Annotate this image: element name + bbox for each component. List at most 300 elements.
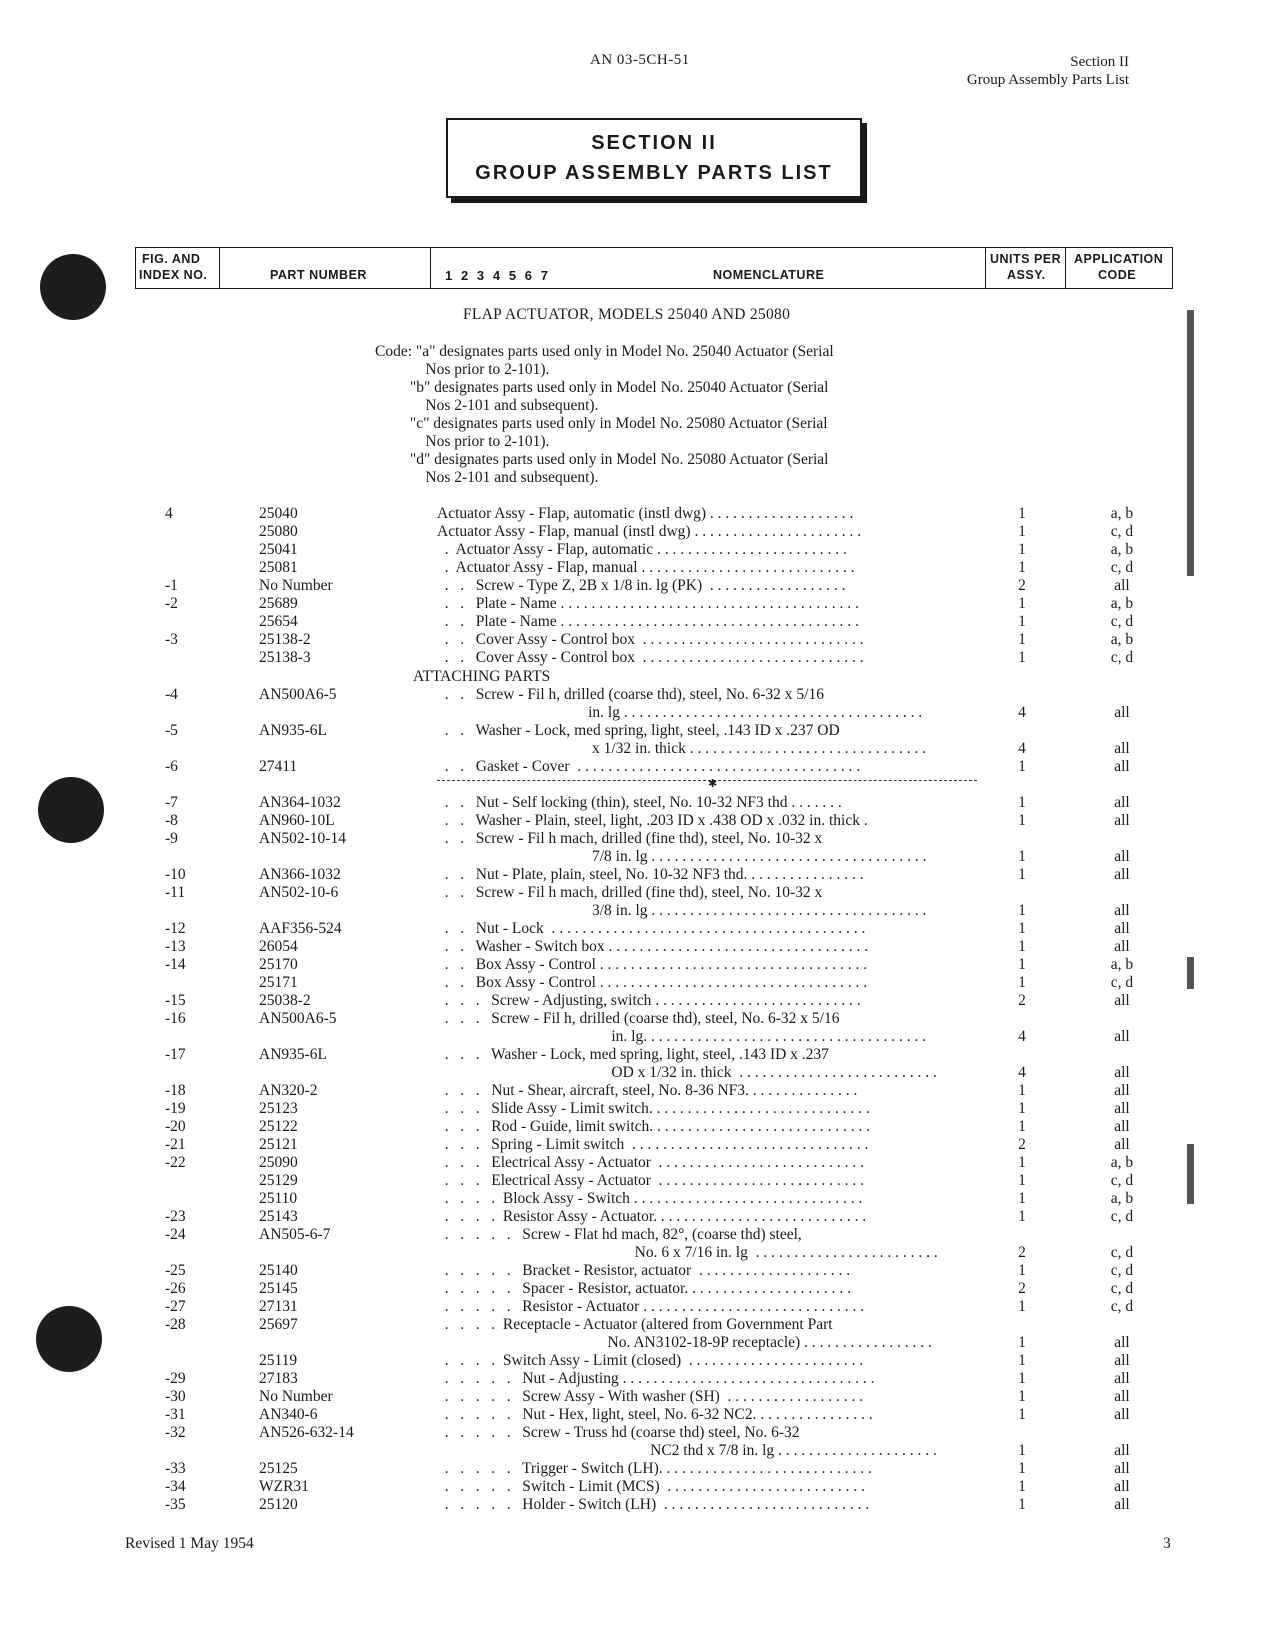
part-number: 25122 (259, 1118, 298, 1135)
col-nomenclature (431, 248, 986, 288)
table-row (0, 1136, 1269, 1154)
application-code: c, d (1110, 649, 1134, 666)
section-title-line1: SECTION II (591, 132, 717, 154)
units-per-assy: 1 (1018, 866, 1026, 883)
nomenclature: OD x 1/32 in. thick . . . . . . . . . . . . . . . . . . . . . . . . . . (437, 1064, 937, 1081)
application-code: c, d (1110, 1262, 1134, 1279)
nomenclature: . . . . . Screw Assy - With washer (SH) . . . . . . . . . . . . . . . . . . (437, 1388, 864, 1405)
units-per-assy: 2 (1018, 1136, 1026, 1153)
index-number: -12 (165, 920, 186, 937)
application-code: all (1114, 1136, 1130, 1153)
nomenclature: No. AN3102-18-9P receptacle) . . . . . . . . . . . . . . . . . (437, 1334, 932, 1351)
section-label: Section II (1070, 54, 1129, 70)
index-number: -3 (165, 631, 178, 648)
units-per-assy: 1 (1018, 1388, 1026, 1405)
application-code: all (1114, 1388, 1130, 1405)
nomenclature: . . Screw - Fil h mach, drilled (fine thd), steel, No. 10-32 x (437, 884, 823, 901)
application-code: all (1114, 1478, 1130, 1495)
application-code: all (1114, 848, 1130, 865)
part-number: 25121 (259, 1136, 298, 1153)
table-row (0, 974, 1269, 992)
nomenclature: . . Screw - Type Z, 2B x 1/8 in. lg (PK) . . . . . . . . . . . . . . . . . . (437, 577, 846, 594)
table-row (0, 938, 1269, 956)
index-number: -13 (165, 938, 186, 955)
units-per-assy: 1 (1018, 938, 1026, 955)
table-row (0, 1262, 1269, 1280)
units-per-assy: 1 (1018, 1100, 1026, 1117)
units-per-assy: 1 (1018, 1478, 1026, 1495)
units-per-assy: 1 (1018, 1334, 1026, 1351)
punch-hole-top (40, 254, 106, 320)
part-number: 25697 (259, 1316, 298, 1333)
application-code: all (1114, 866, 1130, 883)
units-per-assy: 1 (1018, 523, 1026, 540)
index-number: -30 (165, 1388, 186, 1405)
table-row (0, 992, 1269, 1010)
part-number: 26054 (259, 938, 298, 955)
nomenclature: . . . Screw - Fil h, drilled (coarse thd), steel, No. 6-32 x 5/16 (437, 1010, 840, 1027)
part-number: 25654 (259, 613, 298, 630)
table-row (0, 866, 1269, 884)
part-number: 27183 (259, 1370, 298, 1387)
units-per-assy: 1 (1018, 974, 1026, 991)
nomenclature: . . Gasket - Cover . . . . . . . . . . . . . . . . . . . . . . . . . . . . . . . . . . . . . (437, 758, 861, 775)
document-number: AN 03-5CH-51 (590, 52, 690, 68)
application-code: all (1114, 704, 1130, 721)
application-code: all (1114, 992, 1130, 1009)
table-row (0, 1118, 1269, 1136)
code-line: Nos 2-101 and subsequent). (375, 469, 599, 486)
application-code: all (1114, 812, 1130, 829)
nomenclature: . . . . . Bracket - Resistor, actuator . . . . . . . . . . . . . . . . . . . . (437, 1262, 851, 1279)
nomenclature: . . . . . Trigger - Switch (LH). . . . . . . . . . . . . . . . . . . . . . . . . . . . (437, 1460, 872, 1477)
table-row (0, 505, 1269, 523)
index-number: -23 (165, 1208, 186, 1225)
index-number: -34 (165, 1478, 186, 1495)
nomenclature: . . . Spring - Limit switch . . . . . . . . . . . . . . . . . . . . . . . . . . . . . . . (437, 1136, 869, 1153)
part-number: 25129 (259, 1172, 298, 1189)
col-units-line2: ASSY. (1007, 268, 1046, 282)
col-units (986, 248, 1066, 288)
col-application (1066, 248, 1170, 288)
table-row (0, 1352, 1269, 1370)
table-row (0, 1154, 1269, 1172)
application-code: all (1114, 1100, 1130, 1117)
col-units-line1: UNITS PER (990, 252, 1062, 266)
section-title-line2: GROUP ASSEMBLY PARTS LIST (475, 162, 833, 184)
table-row (0, 1478, 1269, 1496)
table-row (0, 1172, 1269, 1190)
application-code: c, d (1110, 1280, 1134, 1297)
table-row (0, 1496, 1269, 1514)
table-row (0, 758, 1269, 776)
index-number: -28 (165, 1316, 186, 1333)
application-code: a, b (1110, 541, 1134, 558)
table-row (0, 722, 1269, 740)
units-per-assy: 2 (1018, 1244, 1026, 1261)
application-code: a, b (1110, 1190, 1134, 1207)
nomenclature: . . Box Assy - Control . . . . . . . . . . . . . . . . . . . . . . . . . . . . . . . . . . . (437, 974, 868, 991)
part-number: 25170 (259, 956, 298, 973)
table-row (0, 1370, 1269, 1388)
units-per-assy: 1 (1018, 1406, 1026, 1423)
part-number: AN526-632-14 (259, 1424, 354, 1441)
nomenclature: . . . Rod - Guide, limit switch. . . . . . . . . . . . . . . . . . . . . . . . . . . . . (437, 1118, 871, 1135)
part-number: No Number (259, 1388, 333, 1405)
units-per-assy: 1 (1018, 956, 1026, 973)
col-fig-index-line1: FIG. AND (142, 252, 201, 266)
nomenclature: . . Cover Assy - Control box . . . . . . . . . . . . . . . . . . . . . . . . . . . . . (437, 649, 864, 666)
nomenclature: . . Nut - Self locking (thin), steel, No. 10-32 NF3 thd . . . . . . . (437, 794, 842, 811)
nomenclature: . . Plate - Name . . . . . . . . . . . . . . . . . . . . . . . . . . . . . . . . . . . . . . . (437, 595, 859, 612)
col-fig-index (136, 248, 220, 288)
index-number: -33 (165, 1460, 186, 1477)
table-row (0, 1424, 1269, 1442)
table-row (0, 1208, 1269, 1226)
col-nomenclature-label: NOMENCLATURE (713, 268, 825, 282)
nomenclature: in. lg . . . . . . . . . . . . . . . . . . . . . . . . . . . . . . . . . . . . . . . (437, 704, 923, 721)
code-line: Nos prior to 2-101). (375, 433, 550, 450)
application-code: all (1114, 1406, 1130, 1423)
units-per-assy: 1 (1018, 1370, 1026, 1387)
table-row (0, 559, 1269, 577)
application-code: c, d (1110, 1244, 1134, 1261)
units-per-assy: 1 (1018, 631, 1026, 648)
application-code: all (1114, 794, 1130, 811)
table-row (0, 686, 1269, 704)
index-number: -11 (165, 884, 186, 901)
application-code: c, d (1110, 559, 1134, 576)
table-row (0, 1046, 1269, 1064)
col-application-line2: CODE (1098, 268, 1137, 282)
nomenclature: . . Screw - Fil h mach, drilled (fine thd), steel, No. 10-32 x (437, 830, 823, 847)
index-number: -19 (165, 1100, 186, 1117)
application-code: all (1114, 1028, 1130, 1045)
index-number: -35 (165, 1496, 186, 1513)
index-number: -5 (165, 722, 178, 739)
nomenclature: NC2 thd x 7/8 in. lg . . . . . . . . . . . . . . . . . . . . . (437, 1442, 937, 1459)
nomenclature: . . . Electrical Assy - Actuator . . . . . . . . . . . . . . . . . . . . . . . . . . . (437, 1172, 865, 1189)
nomenclature: . . Box Assy - Control . . . . . . . . . . . . . . . . . . . . . . . . . . . . . . . . . . . (437, 956, 868, 973)
table-row (0, 595, 1269, 613)
table-row (0, 541, 1269, 559)
index-number: -22 (165, 1154, 186, 1171)
col-indent-levels: 1 2 3 4 5 6 7 (445, 268, 549, 283)
part-number: AN505-6-7 (259, 1226, 331, 1243)
part-number: AN366-1032 (259, 866, 341, 883)
nomenclature: . . Washer - Switch box . . . . . . . . . . . . . . . . . . . . . . . . . . . . . . . . . . (437, 938, 869, 955)
application-code: all (1114, 920, 1130, 937)
nomenclature: . . Plate - Name . . . . . . . . . . . . . . . . . . . . . . . . . . . . . . . . . . . . . . . (437, 613, 859, 630)
part-number: AN960-10L (259, 812, 335, 829)
nomenclature: . . Nut - Plate, plain, steel, No. 10-32 NF3 thd. . . . . . . . . . . . . . . . (437, 866, 864, 883)
table-row (0, 1226, 1269, 1244)
units-per-assy: 1 (1018, 595, 1026, 612)
part-number: 25081 (259, 559, 298, 576)
index-number: -17 (165, 1046, 186, 1063)
nomenclature: . . . . . Nut - Adjusting . . . . . . . . . . . . . . . . . . . . . . . . . . . . . . . . . (437, 1370, 875, 1387)
part-number: 25140 (259, 1262, 298, 1279)
nomenclature: . . . Washer - Lock, med spring, light, steel, .143 ID x .237 (437, 1046, 829, 1063)
code-legend (375, 343, 834, 487)
part-number: 25080 (259, 523, 298, 540)
divider-star: ✱ (708, 778, 718, 790)
table-row (0, 649, 1269, 667)
nomenclature: . . . Slide Assy - Limit switch. . . . . . . . . . . . . . . . . . . . . . . . . . . . . (437, 1100, 870, 1117)
application-code: all (1114, 1082, 1130, 1099)
table-row (0, 523, 1269, 541)
table-row (0, 1100, 1269, 1118)
nomenclature: . . . . . Holder - Switch (LH) . . . . . . . . . . . . . . . . . . . . . . . . . . . (437, 1496, 870, 1513)
index-number: -1 (165, 577, 178, 594)
part-number: 25138-3 (259, 649, 311, 666)
part-number: 25171 (259, 974, 298, 991)
part-number: 25145 (259, 1280, 298, 1297)
part-number: 27131 (259, 1298, 298, 1315)
index-number: -2 (165, 595, 178, 612)
nomenclature: . . . . . Screw - Flat hd mach, 82°, (coarse thd) steel, (437, 1226, 802, 1243)
table-row (0, 704, 1269, 722)
units-per-assy: 1 (1018, 541, 1026, 558)
application-code: all (1114, 902, 1130, 919)
units-per-assy: 1 (1018, 848, 1026, 865)
part-number: AN320-2 (259, 1082, 318, 1099)
application-code: a, b (1110, 631, 1134, 648)
units-per-assy: 1 (1018, 1208, 1026, 1225)
application-code: c, d (1110, 1208, 1134, 1225)
part-number: 25110 (259, 1190, 298, 1207)
table-row (0, 794, 1269, 812)
section-header (967, 53, 1129, 89)
application-code: all (1114, 1118, 1130, 1135)
units-per-assy: 1 (1018, 1298, 1026, 1315)
nomenclature: . . . . . Nut - Hex, light, steel, No. 6-32 NC2. . . . . . . . . . . . . . . . (437, 1406, 873, 1423)
part-number: AN935-6L (259, 722, 328, 739)
application-code: all (1114, 1496, 1130, 1513)
nomenclature: . . . . Block Assy - Switch . . . . . . . . . . . . . . . . . . . . . . . . . . . . . . (437, 1190, 863, 1207)
table-row (0, 920, 1269, 938)
code-line: Nos prior to 2-101). (375, 361, 550, 378)
table-row (0, 902, 1269, 920)
index-number: -6 (165, 758, 178, 775)
table-row (0, 1244, 1269, 1262)
table-row (0, 1280, 1269, 1298)
table-row (0, 1010, 1269, 1028)
index-number: -15 (165, 992, 186, 1009)
nomenclature: . . Cover Assy - Control box . . . . . . . . . . . . . . . . . . . . . . . . . . . . . (437, 631, 864, 648)
units-per-assy: 1 (1018, 613, 1026, 630)
application-code: all (1114, 1460, 1130, 1477)
table-row (0, 830, 1269, 848)
units-per-assy: 1 (1018, 1172, 1026, 1189)
index-number: -16 (165, 1010, 186, 1027)
part-number: 25040 (259, 505, 298, 522)
table-row (0, 1442, 1269, 1460)
table-row (0, 631, 1269, 649)
table-row (0, 1064, 1269, 1082)
index-number: -20 (165, 1118, 186, 1135)
application-code: all (1114, 1370, 1130, 1387)
code-line: "d" designates parts used only in Model No. 25080 Actuator (Serial (375, 451, 829, 468)
attaching-parts-divider (437, 780, 977, 781)
application-code: all (1114, 1064, 1130, 1081)
index-number: -18 (165, 1082, 186, 1099)
application-code: a, b (1110, 595, 1134, 612)
part-number: 25123 (259, 1100, 298, 1117)
index-number: -29 (165, 1370, 186, 1387)
units-per-assy: 1 (1018, 1460, 1026, 1477)
units-per-assy: 1 (1018, 812, 1026, 829)
index-number: -8 (165, 812, 178, 829)
units-per-assy: 1 (1018, 794, 1026, 811)
nomenclature: in. lg. . . . . . . . . . . . . . . . . . . . . . . . . . . . . . . . . . . . . (437, 1028, 927, 1045)
index-number: -31 (165, 1406, 186, 1423)
units-per-assy: 1 (1018, 1082, 1026, 1099)
nomenclature: . . Screw - Fil h, drilled (coarse thd), steel, No. 6-32 x 5/16 (437, 686, 824, 703)
nomenclature: 7/8 in. lg . . . . . . . . . . . . . . . . . . . . . . . . . . . . . . . . . . . . (437, 848, 927, 865)
units-per-assy: 1 (1018, 902, 1026, 919)
application-code: c, d (1110, 1298, 1134, 1315)
part-number: WZR31 (259, 1478, 309, 1495)
table-row (0, 613, 1269, 631)
part-number: AN364-1032 (259, 794, 341, 811)
nomenclature: . . . . Receptacle - Actuator (altered from Government Part (437, 1316, 833, 1333)
units-per-assy: 1 (1018, 505, 1026, 522)
units-per-assy: 1 (1018, 1154, 1026, 1171)
col-part-number-label: PART NUMBER (270, 268, 367, 282)
units-per-assy: 2 (1018, 992, 1026, 1009)
index-number: -25 (165, 1262, 186, 1279)
application-code: c, d (1110, 613, 1134, 630)
code-line: "b" designates parts used only in Model No. 25040 Actuator (Serial (375, 379, 829, 396)
index-number: 4 (165, 505, 173, 522)
units-per-assy: 1 (1018, 1442, 1026, 1459)
table-row (0, 812, 1269, 830)
part-number: No Number (259, 577, 333, 594)
code-line: "c" designates parts used only in Model No. 25080 Actuator (Serial (375, 415, 828, 432)
nomenclature: . . Washer - Lock, med spring, light, steel, .143 ID x .237 OD (437, 722, 840, 739)
revision-date: Revised 1 May 1954 (125, 1535, 254, 1552)
units-per-assy: 4 (1018, 1028, 1026, 1045)
units-per-assy: 2 (1018, 577, 1026, 594)
nomenclature: Actuator Assy - Flap, manual (instl dwg) . . . . . . . . . . . . . . . . . . . . . . (437, 523, 862, 540)
units-per-assy: 4 (1018, 704, 1026, 721)
nomenclature: . Actuator Assy - Flap, automatic . . . . . . . . . . . . . . . . . . . . . . . . . (437, 541, 847, 558)
part-number: 25038-2 (259, 992, 311, 1009)
nomenclature: . . . Screw - Adjusting, switch . . . . . . . . . . . . . . . . . . . . . . . . . . . (437, 992, 861, 1009)
application-code: all (1114, 1334, 1130, 1351)
index-number: -7 (165, 794, 178, 811)
part-number: 25138-2 (259, 631, 311, 648)
index-number: -27 (165, 1298, 186, 1315)
index-number: -14 (165, 956, 186, 973)
nomenclature: . Actuator Assy - Flap, manual . . . . . . . . . . . . . . . . . . . . . . . . . . . . (437, 559, 855, 576)
col-fig-index-line2: INDEX NO. (139, 268, 208, 282)
units-per-assy: 1 (1018, 920, 1026, 937)
table-row (0, 1190, 1269, 1208)
part-number: 25143 (259, 1208, 298, 1225)
nomenclature: . . . . . Resistor - Actuator . . . . . . . . . . . . . . . . . . . . . . . . . . . . . (437, 1298, 865, 1315)
table-row (0, 1082, 1269, 1100)
table-row (0, 956, 1269, 974)
application-code: all (1114, 938, 1130, 955)
nomenclature: 3/8 in. lg . . . . . . . . . . . . . . . . . . . . . . . . . . . . . . . . . . . . (437, 902, 927, 919)
table-row (0, 1028, 1269, 1046)
nomenclature: No. 6 x 7/16 in. lg . . . . . . . . . . . . . . . . . . . . . . . . (437, 1244, 938, 1261)
index-number: -4 (165, 686, 178, 703)
nomenclature: x 1/32 in. thick . . . . . . . . . . . . . . . . . . . . . . . . . . . . . . . (437, 740, 927, 757)
code-line: Code: "a" designates parts used only in Model No. 25040 Actuator (Serial (375, 343, 834, 360)
index-number: -26 (165, 1280, 186, 1297)
page-number: 3 (1163, 1535, 1171, 1552)
section-title-header: Group Assembly Parts List (966, 72, 1129, 88)
application-code: all (1114, 1442, 1130, 1459)
assembly-title: FLAP ACTUATOR, MODELS 25040 AND 25080 (463, 306, 791, 323)
table-row (0, 1406, 1269, 1424)
section-title-box (446, 118, 862, 198)
nomenclature: . . . . . Switch - Limit (MCS) . . . . . . . . . . . . . . . . . . . . . . . . . . (437, 1478, 865, 1495)
units-per-assy: 1 (1018, 1190, 1026, 1207)
index-number: -32 (165, 1424, 186, 1441)
units-per-assy: 1 (1018, 1262, 1026, 1279)
nomenclature: . . . . Resistor Assy - Actuator. . . . . . . . . . . . . . . . . . . . . . . . . . . . (437, 1208, 867, 1225)
table-row (0, 848, 1269, 866)
table-row (0, 1460, 1269, 1478)
table-row (0, 577, 1269, 595)
nomenclature: . . . Electrical Assy - Actuator . . . . . . . . . . . . . . . . . . . . . . . . . . . (437, 1154, 865, 1171)
application-code: c, d (1110, 974, 1134, 991)
part-number: AN500A6-5 (259, 686, 337, 703)
part-number: 25125 (259, 1460, 298, 1477)
nomenclature: . . . Nut - Shear, aircraft, steel, No. 8-36 NF3. . . . . . . . . . . . . . . (437, 1082, 858, 1099)
part-number: 25119 (259, 1352, 298, 1369)
nomenclature: Actuator Assy - Flap, automatic (instl dwg) . . . . . . . . . . . . . . . . . . . (437, 505, 854, 522)
units-per-assy: 1 (1018, 559, 1026, 576)
application-code: all (1114, 740, 1130, 757)
col-part-number (220, 248, 431, 288)
table-row (0, 884, 1269, 902)
application-code: all (1114, 577, 1130, 594)
part-number: AN500A6-5 (259, 1010, 337, 1027)
index-number: -21 (165, 1136, 186, 1153)
units-per-assy: 1 (1018, 758, 1026, 775)
nomenclature: . . . . . Screw - Truss hd (coarse thd) steel, No. 6-32 (437, 1424, 800, 1441)
part-number: AN935-6L (259, 1046, 328, 1063)
application-code: all (1114, 1352, 1130, 1369)
nomenclature: . . . . . Spacer - Resistor, actuator. . . . . . . . . . . . . . . . . . . . . . (437, 1280, 851, 1297)
units-per-assy: 1 (1018, 1496, 1026, 1513)
application-code: c, d (1110, 523, 1134, 540)
part-number: 25120 (259, 1496, 298, 1513)
part-number: AN340-6 (259, 1406, 318, 1423)
column-header (135, 247, 1173, 289)
application-code: c, d (1110, 1172, 1134, 1189)
units-per-assy: 1 (1018, 1352, 1026, 1369)
nomenclature: . . Nut - Lock . . . . . . . . . . . . . . . . . . . . . . . . . . . . . . . . . . . . . . . . . (437, 920, 866, 937)
units-per-assy: 4 (1018, 1064, 1026, 1081)
table-row (0, 740, 1269, 758)
table-row (0, 1298, 1269, 1316)
nomenclature: . . . . Switch Assy - Limit (closed) . . . . . . . . . . . . . . . . . . . . . . . (437, 1352, 864, 1369)
part-number: 25090 (259, 1154, 298, 1171)
index-number: -10 (165, 866, 186, 883)
part-number: AAF356-524 (259, 920, 342, 937)
table-row (0, 1388, 1269, 1406)
application-code: a, b (1110, 956, 1134, 973)
units-per-assy: 1 (1018, 649, 1026, 666)
units-per-assy: 4 (1018, 740, 1026, 757)
part-number: AN502-10-14 (259, 830, 346, 847)
